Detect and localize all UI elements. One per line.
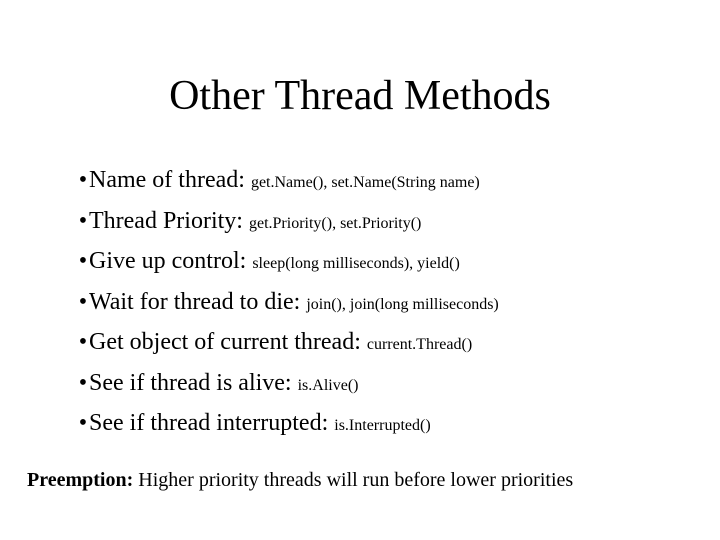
bullet-text	[89, 160, 480, 204]
bullet-text	[89, 363, 358, 407]
bullet-item-wait-for-thread	[76, 282, 706, 323]
bullet-methods: sleep(long milliseconds), yield()	[252, 255, 460, 272]
bullet-methods: get.Priority(), set.Priority()	[248, 214, 422, 232]
bullet-label: See if thread is alive:	[89, 369, 298, 396]
bullet-marker: •	[78, 167, 88, 193]
bullet-methods: current.Thread()	[366, 336, 473, 353]
bullet-marker: •	[78, 207, 88, 234]
bullet-label: Wait for thread to die:	[89, 288, 307, 315]
bullet-methods: join(), join(long milliseconds)	[306, 295, 499, 313]
bullet-text	[89, 322, 472, 366]
preemption-note	[27, 466, 707, 494]
bullet-item-thread-priority	[76, 201, 706, 242]
slide-title: Other Thread Methods	[169, 73, 551, 119]
bullet-text	[89, 403, 431, 447]
bullet-text	[89, 282, 499, 326]
bullet-methods: is.Alive()	[297, 376, 359, 394]
bullet-label: Give up control:	[89, 248, 253, 274]
bullet-marker: •	[78, 369, 88, 396]
bullet-item-current-thread	[76, 322, 706, 363]
preemption-label: Preemption:	[27, 469, 134, 491]
bullet-marker: •	[78, 410, 88, 436]
bullet-label: Name of thread:	[89, 167, 251, 193]
bullet-text	[89, 201, 421, 245]
bullet-label: See if thread interrupted:	[89, 410, 335, 436]
bullet-list	[76, 160, 706, 444]
bullet-label: Get object of current thread:	[89, 329, 367, 355]
preemption-text: Higher priority threads will run before lower priorities	[133, 469, 574, 491]
bullet-methods: is.Interrupted()	[334, 417, 431, 434]
bullet-methods: get.Name(), set.Name(String name)	[250, 174, 480, 191]
bullet-text	[89, 241, 460, 285]
bullet-item-thread-interrupted	[76, 403, 706, 444]
bullet-marker: •	[78, 329, 88, 355]
bullet-marker: •	[78, 288, 88, 315]
bullet-marker: •	[78, 248, 88, 274]
bullet-item-name-of-thread	[76, 160, 706, 201]
bullet-label: Thread Priority:	[89, 207, 249, 234]
bullet-item-give-up-control	[76, 241, 706, 282]
bullet-item-thread-alive	[76, 363, 706, 404]
